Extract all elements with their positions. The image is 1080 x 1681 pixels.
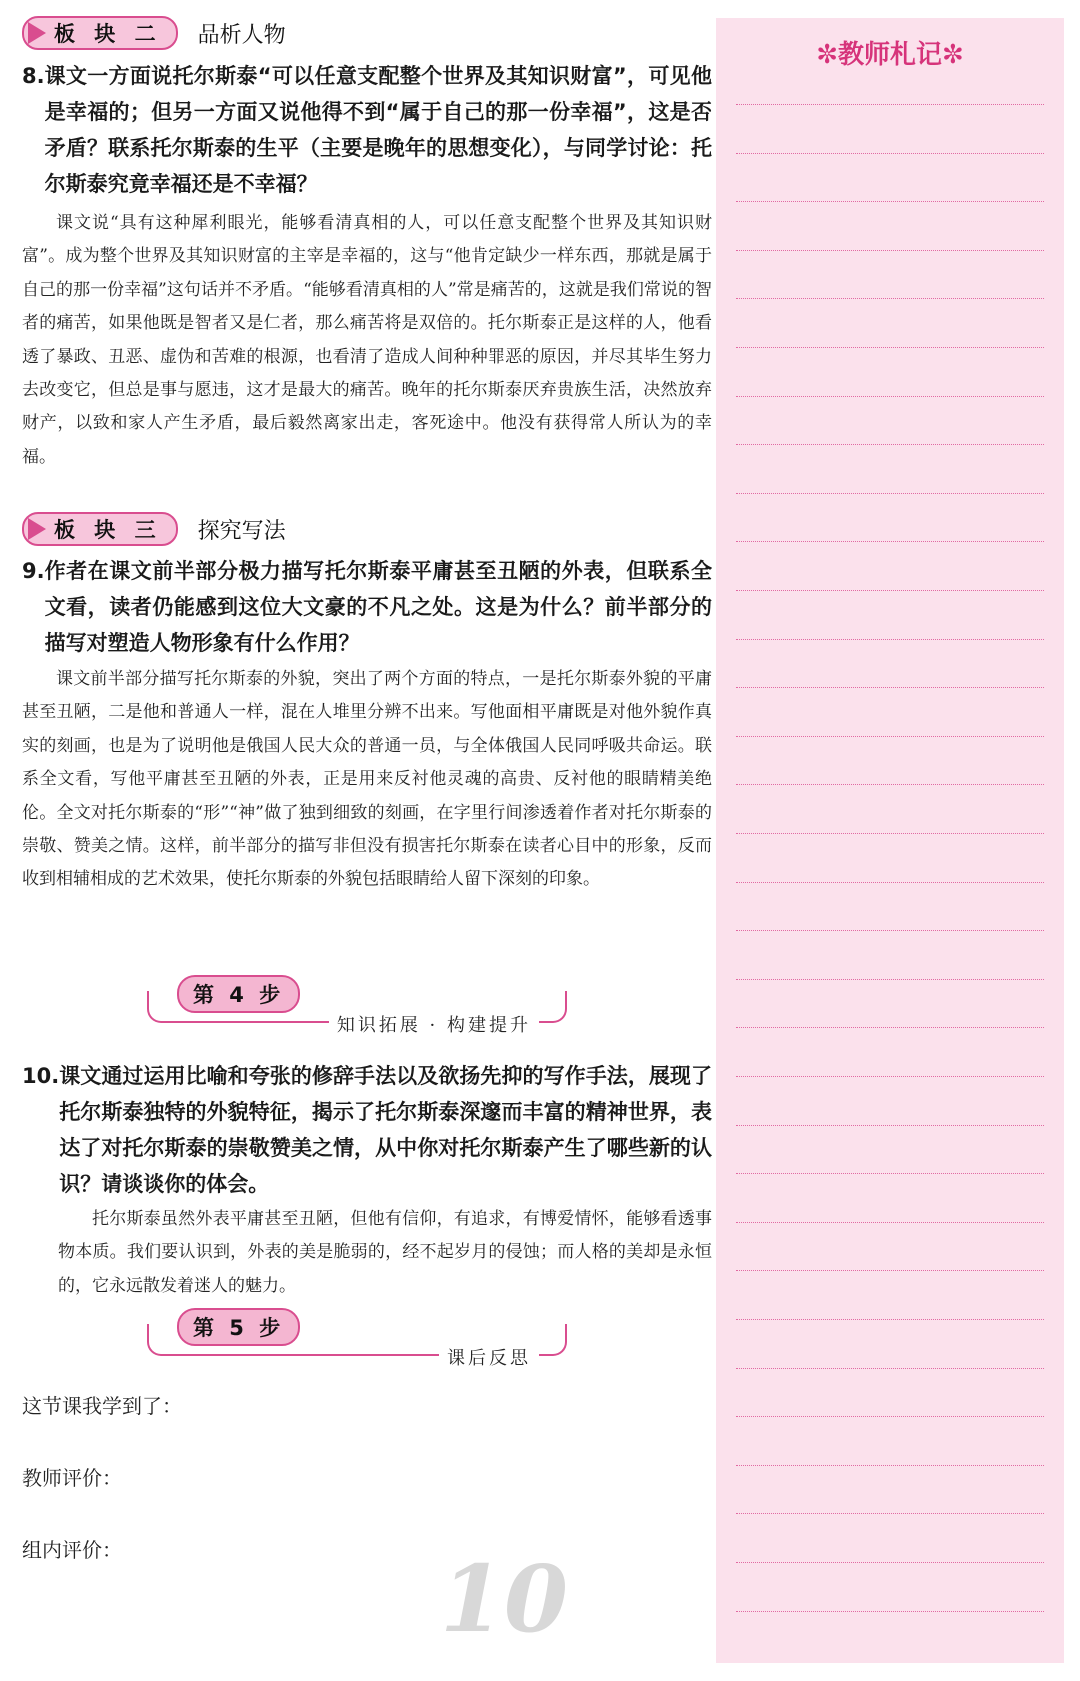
notes-line [736, 736, 1044, 737]
section-badge [22, 16, 178, 50]
step-label: 第 4 步 [177, 975, 300, 1013]
play-triangle-icon [28, 22, 46, 44]
notes-line [736, 250, 1044, 251]
notes-line [736, 784, 1044, 785]
notes-line [736, 541, 1044, 542]
reflection-teacher: 教师评价： [22, 1466, 122, 1490]
answer-8: 课文说“具有这种犀利眼光，能够看清真相的人，可以任意支配整个世界及其知识财富”。成为整个世界及其知识财富的主宰是幸福的，这与“他肯定缺少一样东西，那就是属于自己的那一份幸福”这句话并不矛盾。“能够看清真相的人”常是痛苦的，这就是我们常说的智者的痛苦，如果他既是智者又是仁者，那么痛苦将是双倍的。托尔斯泰正是这样的人，他看透了暴政、丑恶、虚伪和苦难的根源，也看清了造成人间种种罪恶的原因，并尽其毕生努力去改变它，但总是事与愿违，这才是最大的痛苦。晚年的托尔斯泰厌弃贵族生活，决然放弃财产，以致和家人产生矛盾，最后毅然离家出走，客死途中。他没有获得常人所认为的幸福。 [22, 213, 712, 467]
sidebar-title: ✼教师札记✼ [816, 40, 964, 70]
notes-line [736, 1319, 1044, 1320]
step-5-banner [147, 1308, 567, 1370]
step-subtitle: 知识拓展 · 构建提升 [329, 1011, 539, 1037]
section-badge [22, 512, 178, 546]
question-9 [22, 553, 712, 661]
section-header-2 [22, 16, 286, 50]
notes-line [736, 1270, 1044, 1271]
reflection-learned: 这节课我学到了： [22, 1394, 182, 1418]
notes-line [736, 687, 1044, 688]
section-header-3 [22, 512, 286, 546]
teacher-notes-sidebar [716, 18, 1064, 1663]
reflection-group: 组内评价： [22, 1538, 122, 1562]
question-number: 9. [22, 559, 45, 583]
page-number: 10 [440, 1545, 569, 1653]
notes-line [736, 1222, 1044, 1223]
notes-line [736, 1125, 1044, 1126]
section-number: 板 块 二 [54, 22, 162, 46]
notes-line [736, 396, 1044, 397]
question-8 [22, 58, 712, 202]
question-text: 作者在课文前半部分极力描写托尔斯泰平庸甚至丑陋的外表，但联系全文看，读者仍能感到这位大文豪的不凡之处。这是为什么？前半部分的描写对塑造人物形象有什么作用？ [44, 559, 712, 655]
notes-line [736, 104, 1044, 105]
notes-line [736, 639, 1044, 640]
notes-line [736, 1076, 1044, 1077]
section-number: 板 块 三 [54, 518, 162, 542]
section-title: 品析人物 [197, 22, 286, 48]
question-text: 课文通过运用比喻和夸张的修辞手法以及欲扬先抑的写作手法，展现了托尔斯泰独特的外貌特征，揭示了托尔斯泰深邃而丰富的精神世界，表达了对托尔斯泰的崇敬赞美之情，从中你对托尔斯泰产生了哪些新的认识？请谈谈你的体会。 [59, 1064, 712, 1196]
notes-line [736, 153, 1044, 154]
notes-line [736, 1513, 1044, 1514]
notes-line [736, 201, 1044, 202]
main-content [22, 0, 712, 1681]
answer-10: 托尔斯泰虽然外表平庸甚至丑陋，但他有信仰，有追求，有博爱情怀，能够看透事物本质。我们要认识到，外表的美是脆弱的，经不起岁月的侵蚀；而人格的美却是永恒的，它永远散发着迷人的魅力。 [58, 1209, 712, 1296]
notes-line [736, 590, 1044, 591]
notes-line [736, 930, 1044, 931]
notes-line [736, 493, 1044, 494]
play-triangle-icon [28, 518, 46, 540]
notes-line [736, 1027, 1044, 1028]
section-title: 探究写法 [197, 518, 286, 544]
question-number: 10. [22, 1064, 60, 1088]
notes-line [736, 979, 1044, 980]
question-text: 课文一方面说托尔斯泰“可以任意支配整个世界及其知识财富”，可见他是幸福的；但另一方面又说他得不到“属于自己的那一份幸福”，这是否矛盾？联系托尔斯泰的生平（主要是晚年的思想变化），与同学讨论：托尔斯泰究竟幸福还是不幸福？ [44, 64, 712, 196]
notes-line [736, 1416, 1044, 1417]
step-subtitle: 课后反思 [439, 1344, 539, 1370]
notes-line [736, 347, 1044, 348]
notes-line [736, 1368, 1044, 1369]
notes-line [736, 1465, 1044, 1466]
notes-line [736, 882, 1044, 883]
answer-9: 课文前半部分描写托尔斯泰的外貌，突出了两个方面的特点，一是托尔斯泰外貌的平庸甚至丑陋，二是他和普通人一样，混在人堆里分辨不出来。写他面相平庸既是对他外貌作真实的刻画，也是为了说明他是俄国人民大众的普通一员，与全体俄国人民同呼吸共命运。联系全文看，写他平庸甚至丑陋的外表，正是用来反衬他灵魂的高贵、反衬他的眼睛精美绝伦。全文对托尔斯泰的“形”“神”做了独到细致的刻画，在字里行间渗透着作者对托尔斯泰的崇敬、赞美之情。这样，前半部分的描写非但没有损害托尔斯泰在读者心目中的形象，反而收到相辅相成的艺术效果，使托尔斯泰的外貌包括眼睛给人留下深刻的印象。 [22, 669, 712, 890]
notes-line [736, 1562, 1044, 1563]
notes-line [736, 1173, 1044, 1174]
notes-line [736, 1611, 1044, 1612]
notes-line [736, 444, 1044, 445]
notes-line [736, 833, 1044, 834]
step-4-banner [147, 975, 567, 1037]
question-number: 8. [22, 64, 45, 88]
notes-line [736, 298, 1044, 299]
question-10 [22, 1058, 712, 1202]
step-label: 第 5 步 [177, 1308, 300, 1346]
